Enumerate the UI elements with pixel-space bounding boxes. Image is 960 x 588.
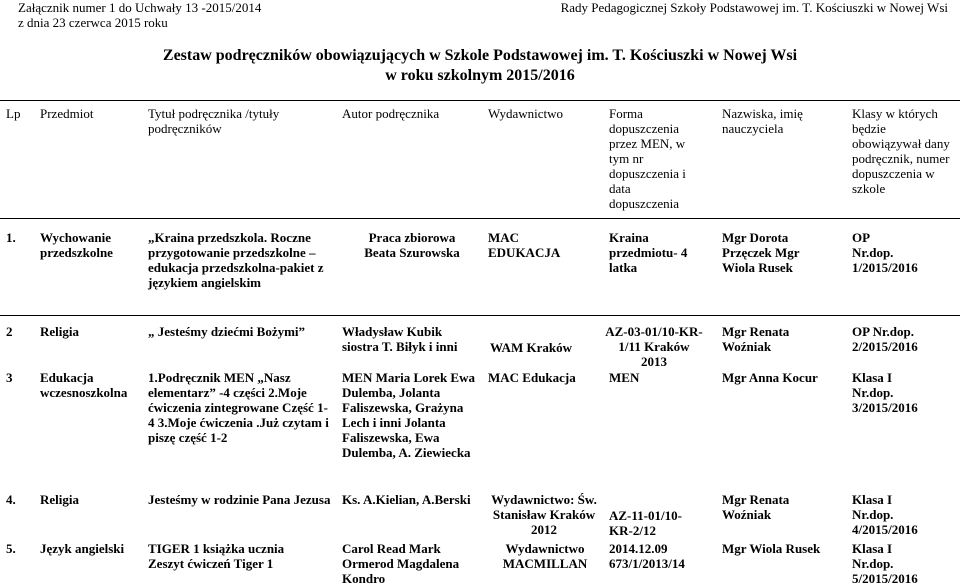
row-autor: Ks. A.Kielian, A.Berski: [342, 492, 471, 507]
col-forma: Forma dopuszczenia przez MEN, w tym nr dopuszczenia i data dopuszczenia: [609, 106, 686, 211]
row-forma: MEN: [609, 370, 640, 385]
row-wydawnictwo: MAC EDUKACJA: [488, 230, 561, 260]
row-nazwiska: Mgr Anna Kocur: [722, 370, 818, 385]
row-forma: AZ-11-01/10-KR-2/12: [609, 508, 682, 538]
row-lp: 5.: [6, 541, 16, 556]
col-autor: Autor podręcznika: [342, 106, 440, 121]
row-lp: 3: [6, 370, 13, 385]
page-title-line1: Zestaw podręczników obowiązujących w Szkole Podstawowej im. T. Kościuszki w Nowej Wsi: [162, 47, 798, 64]
col-nazwiska: Nazwiska, imię nauczyciela: [722, 106, 803, 136]
row-border: [0, 315, 960, 316]
row-nazwiska: Mgr Dorota Przęczek Mgr Wiola Rusek: [722, 230, 800, 275]
row-tytul: 1.Podręcznik MEN „Nasz elementarz” -4 części 2.Moje ćwiczenia zintegrowane Część 1-4 3.Moje ćwiczenia .Już czytam i piszę część 1-2: [148, 370, 329, 445]
page-title-line2: w roku szkolnym 2015/2016: [385, 67, 575, 84]
header-bottom-border: [0, 218, 960, 219]
col-przedmiot: Przedmiot: [40, 106, 94, 121]
row-przedmiot: Wychowanie przedszkolne: [40, 230, 113, 260]
row-wydawnictwo: MAC Edukacja: [488, 370, 576, 385]
row-forma: 2014.12.09 673/1/2013/14: [609, 541, 685, 571]
row-klasy: OP Nr.dop. 1/2015/2016: [852, 230, 918, 275]
row-klasy: OP Nr.dop. 2/2015/2016: [852, 324, 918, 354]
row-przedmiot: Język angielski: [40, 541, 125, 556]
header-left: [18, 0, 261, 30]
header-left-line1: Załącznik numer 1 do Uchwały 13 -2015/2014: [18, 0, 262, 15]
row-przedmiot: Edukacja wczesnoszkolna: [40, 370, 128, 400]
row-wydawnictwo: WAM Kraków: [490, 340, 572, 355]
row-autor: Praca zbiorowa Beata Szurowska: [364, 230, 460, 260]
row-tytul: TIGER 1 książka ucznia Zeszyt ćwiczeń Tiger 1: [148, 541, 285, 571]
row-przedmiot: Religia: [40, 324, 79, 339]
header-left-line2: z dnia 23 czerwca 2015 roku: [18, 15, 168, 30]
row-autor: Władysław Kubik siostra T. Biłyk i inni: [342, 324, 458, 354]
row-wydawnictwo: Wydawnictwo: Św. Stanisław Kraków 2012: [491, 492, 597, 537]
row-nazwiska: Mgr Wiola Rusek: [722, 541, 821, 556]
header-right: Rady Pedagogicznej Szkoły Podstawowej im. T. Kościuszki w Nowej Wsi: [560, 0, 948, 15]
row-lp: 4.: [6, 492, 16, 507]
col-tytul: Tytuł podręcznika /tytuły podręczników: [148, 106, 280, 136]
col-wydawnictwo: Wydawnictwo: [488, 106, 564, 121]
row-tytul: „Kraina przedszkola. Roczne przygotowanie przedszkolne – edukacja przedszkolna-pakiet z językiem angielskim: [148, 230, 324, 290]
row-nazwiska: Mgr Renata Woźniak: [722, 492, 790, 522]
row-klasy: Klasa I Nr.dop. 3/2015/2016: [852, 370, 918, 415]
row-forma: AZ-03-01/10-KR-1/11 Kraków 2013: [605, 324, 703, 369]
row-wydawnictwo: Wydawnictwo MACMILLAN: [502, 541, 588, 571]
row-autor: MEN Maria Lorek Ewa Dulemba, Jolanta Faliszewska, Grażyna Lech i inni Jolanta Faliszewska, Ewa Dulemba, A. Ziewiecka: [342, 370, 475, 460]
row-lp: 2: [6, 324, 13, 339]
row-lp: 1.: [6, 230, 16, 245]
col-klasy: Klasy w których będzie obowiązywał dany podręcznik, numer dopuszczenia w szkole: [852, 106, 950, 196]
row-autor: Carol Read Mark Ormerod Magdalena Kondro: [342, 541, 460, 586]
row-forma: Kraina przedmiotu- 4 latka: [609, 230, 688, 275]
row-klasy: Klasa I Nr.dop. 4/2015/2016: [852, 492, 918, 537]
row-tytul: Jesteśmy w rodzinie Pana Jezusa: [148, 492, 331, 507]
row-przedmiot: Religia: [40, 492, 79, 507]
row-nazwiska: Mgr Renata Woźniak: [722, 324, 790, 354]
table-top-border: [0, 100, 960, 101]
row-klasy: Klasa I Nr.dop. 5/2015/2016: [852, 541, 918, 586]
col-lp: Lp: [6, 106, 21, 121]
row-tytul: „ Jesteśmy dziećmi Bożymi”: [148, 324, 306, 339]
